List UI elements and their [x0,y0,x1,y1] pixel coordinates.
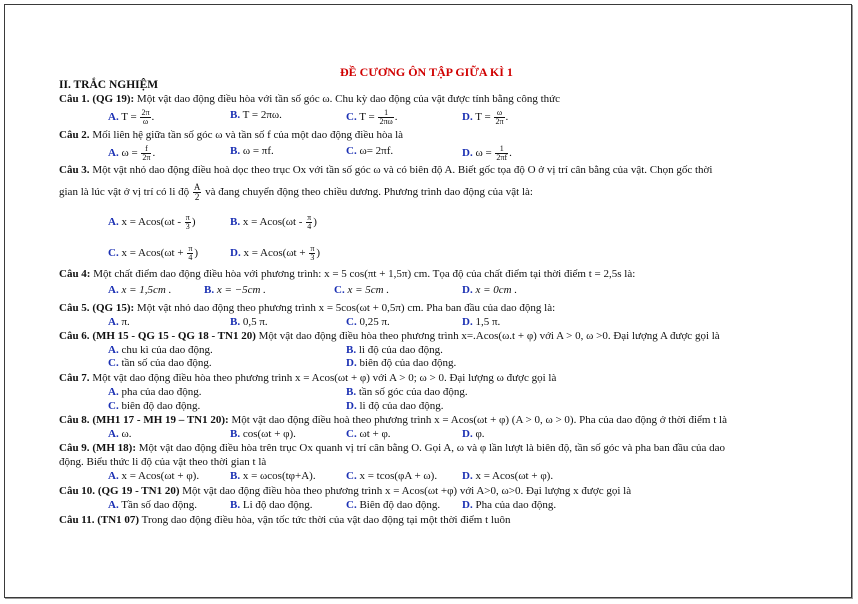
fraction-den: 3 [185,222,190,231]
q9-option-b [230,470,316,483]
option-text: x = Acos(ωt + [118,247,187,260]
question-5 [59,302,555,315]
option-text: Biên độ dao động. [356,499,441,511]
option-letter: A. [108,344,119,356]
fraction-den: ω [142,117,149,126]
fraction-num: 1 [378,109,393,118]
option-letter: D. [462,111,473,124]
question-number: Câu 6. [59,330,90,342]
fraction [185,214,191,231]
q9-option-d [462,470,553,483]
option-text: φ. [472,428,485,440]
question-source: (QG 19 - TN1 20) [97,485,180,497]
q7-option-b [346,386,468,399]
option-text: 1,5 π. [472,316,501,328]
option-letter: A. [108,386,119,398]
q5-option-a [108,316,130,329]
option-text-end: ) [316,247,321,260]
question-source: (QG 15): [92,302,135,314]
question-number: Câu 1. [59,93,90,105]
option-letter: A. [108,111,119,124]
q6-option-b [346,344,443,357]
option-text-end: . [151,111,155,124]
question-text: Một vật nhỏ dao động điều hoà dọc theo trục Ox với tần số góc ω và có biên độ A. Biết gốc tọa độ O ở vị trí cân bằng của vật. Chọn gốc thời [89,164,713,176]
question-number: Câu 2. [59,129,90,141]
q7-option-c [108,400,200,413]
question-number: Câu 9. [59,442,90,454]
option-letter: D. [462,147,473,160]
q10-option-d [462,499,556,512]
q5-option-d [462,316,500,329]
fraction-den: 3 [310,253,315,262]
option-text: biên độ dao động. [118,400,201,412]
option-text: x = tcos(φA + ω). [356,470,438,482]
question-9-line-2: động. Biểu thức li độ của vật theo thời gian t là [59,456,267,468]
question-text: gian là lúc vật ở vị trí có li độ [59,186,192,199]
q3-option-c [108,245,198,262]
option-letter: B. [230,316,241,328]
option-letter: C. [346,499,357,511]
option-text: x = 1,5cm . [118,284,172,296]
option-letter: C. [346,111,357,124]
question-3 [59,164,712,177]
option-letter: D. [462,499,473,511]
q4-option-d [462,284,517,297]
option-letter: B. [346,386,357,398]
option-letter: A. [108,470,119,482]
option-letter: C. [346,316,357,328]
q2-option-d [462,145,512,162]
option-text: x = Acos(ωt + [240,247,309,260]
q10-option-a [108,499,197,512]
option-text-end: . [505,111,509,124]
q1-option-b [230,109,282,122]
fraction-num: A [193,182,201,192]
option-text: 0,25 π. [356,316,390,328]
fraction-den: 2π [495,117,504,126]
fraction [141,145,151,162]
option-text: x = Acos(ωt - [240,216,306,229]
option-text: tần số góc của dao động. [356,386,468,398]
option-text: T = 2πω. [240,109,282,121]
q3-option-d [230,245,320,262]
q5-option-c [346,316,390,329]
question-number: Câu 3. [59,164,90,176]
option-text: ωt + φ. [356,428,391,440]
question-4 [59,268,635,281]
option-letter: D. [230,247,241,260]
question-3-line-2 [59,183,533,202]
question-10 [59,485,631,498]
q2-option-b [230,145,274,158]
question-number: Câu 8. [59,414,90,426]
option-letter: A. [108,216,119,229]
question-text: Mối liên hệ giữa tần số góc ω và tần số f của một dao động điều hòa là [89,129,404,141]
option-letter: B. [346,344,357,356]
option-text: T = [472,111,494,124]
option-letter: B. [230,216,241,229]
q1-option-a [108,109,154,126]
option-letter: B. [204,284,215,296]
question-source: (QG 19): [92,93,135,105]
option-text: π. [118,316,130,328]
section-heading: II. TRẮC NGHIỆM [59,79,159,91]
question-text: Một vật dao động điều hòa với tần số góc ω. Chu kỳ dao động của vật được tính bằng công thức [134,93,560,105]
option-letter: B. [230,470,241,482]
q4-option-a [108,284,171,297]
question-source: (TN1 07) [97,514,140,526]
q6-option-c [108,357,212,370]
question-text: Trong dao động điều hòa, vận tốc tức thời của vật dao động tại một thời điểm t luôn [139,514,511,526]
fraction [187,245,193,262]
option-text: x = Acos(ωt + φ). [118,470,200,482]
option-letter: C. [108,357,119,369]
fraction-num: π [188,244,193,253]
fraction [193,183,202,202]
option-text-end: . [394,111,398,124]
document-title: ĐỀ CƯƠNG ÔN TẬP GIỮA KÌ 1 [340,65,513,79]
option-text: Tần số dao động. [118,499,198,511]
option-text: tần số của dao động. [118,357,212,369]
question-text: Một vật dao động điều hòa theo phương trình x=.Acos(ω.t + φ) với A > 0, ω >0. Đại lượng A được gọi là [255,330,720,342]
question-text: Một vật nhỏ dao động theo phương trình x = 5cos(ωt + 0,5π) cm. Pha ban đầu của dao động là: [134,302,556,314]
option-text: Li độ dao động. [240,499,313,511]
q1-option-d [462,109,508,126]
question-text: Một vật dao động điều hòa trên trục Ox quanh vị trí cân bằng O. Gọi A, ω và φ lần lượt là biên độ, tần số góc và pha ban đầu của dao [136,442,725,454]
option-text: li độ của dao động. [356,400,444,412]
question-text: và đang chuyển động theo chiều dương. Phương trình dao động của vật là: [202,186,533,199]
fraction-num: π [185,213,190,222]
fraction-num: π [307,213,312,222]
option-letter: D. [462,284,473,296]
option-text: ω= 2πf. [356,145,394,157]
fraction-den: 2πf [496,153,508,162]
question-11 [59,514,510,527]
fraction-den: 4 [307,222,312,231]
question-source: (MH 15 - QG 15 - QG 18 - TN1 20) [92,330,256,342]
option-letter: D. [462,428,473,440]
q10-option-c [346,499,440,512]
fraction-num: 2π [141,108,150,117]
option-letter: C. [346,145,357,157]
q5-option-b [230,316,268,329]
option-text: ω = πf. [240,145,274,157]
question-text: Một vật dao động điều hòa theo phương trình x = Acos(ωt +φ) với A>0, ω>0. Đại lượng x được gọi là [179,485,632,497]
fraction-num: 1 [495,145,508,154]
question-number: Câu 11. [59,514,95,526]
fraction [495,145,508,162]
q8-option-b [230,428,296,441]
option-letter: C. [334,284,345,296]
question-source: (MH 18): [92,442,136,454]
question-9 [59,442,725,455]
option-letter: C. [108,400,119,412]
option-text: ω. [118,428,132,440]
option-letter: C. [346,428,357,440]
option-text: chu kì của dao động. [118,344,213,356]
q10-option-b [230,499,313,512]
question-source: (MH1 17 - MH 19 – TN1 20): [92,414,229,426]
option-text: x = Acos(ωt + φ). [472,470,554,482]
option-text: li độ của dao động. [356,344,443,356]
q4-option-b [204,284,266,297]
option-text: Pha của dao động. [472,499,557,511]
option-letter: C. [108,247,119,260]
option-letter: A. [108,147,119,160]
option-text: T = [356,111,378,124]
fraction-den: 4 [188,253,193,262]
q8-option-d [462,428,485,441]
q8-option-c [346,428,391,441]
option-letter: A. [108,428,119,440]
q2-option-c [346,145,393,158]
question-1 [59,93,560,106]
option-text: pha của dao động. [118,386,202,398]
fraction-num: f [141,145,151,154]
fraction-num: π [310,244,315,253]
q9-option-a [108,470,199,483]
q2-option-a [108,145,155,162]
question-number: Câu 5. [59,302,90,314]
option-letter: C. [346,470,357,482]
question-8 [59,414,727,427]
q6-option-d [346,357,456,370]
option-letter: A. [108,499,119,511]
question-number: Câu 10. [59,485,96,497]
fraction-num: ω [494,109,504,118]
option-letter: D. [346,400,357,412]
question-2 [59,129,403,142]
q8-option-a [108,428,131,441]
option-text: x = ωcos(tφ+A). [240,470,316,482]
fraction [306,214,312,231]
option-letter: D. [462,316,473,328]
q3-option-a [108,214,196,231]
option-text: x = −5cm . [214,284,266,296]
option-text: 0,5 π. [240,316,268,328]
option-text: ω = [472,147,495,160]
q7-option-a [108,386,201,399]
option-text-end: . [152,147,156,160]
option-letter: A. [108,284,119,296]
fraction-den: 2 [194,192,200,202]
q6-option-a [108,344,213,357]
option-letter: D. [346,357,357,369]
option-text: cos(ωt + φ). [240,428,296,440]
fraction-den: 2πω [379,117,393,126]
q1-option-c [346,109,398,126]
question-number: Câu 4: [59,268,91,280]
question-text: Một chất điểm dao động điều hòa với phương trình: x = 5 cos(πt + 1,5π) cm. Tọa độ của chất điểm tại thời điểm t = 2,5s là: [90,268,636,280]
q4-option-c [334,284,389,297]
question-7 [59,372,556,385]
question-text: Một vật dao động điều hòa theo phương trình x = Acos(ωt + φ) với A > 0; ω > 0. Đại lượng ω được gọi là [89,372,557,384]
option-text: ω = [118,147,141,160]
question-6 [59,330,720,343]
option-letter: B. [230,428,241,440]
option-text: biên độ của dao động. [356,357,457,369]
question-text: Một vật dao động điều hoà theo phương trình x = Acos(ωt + φ) (A > 0, ω > 0). Pha của dao động ở thời điểm t là [228,414,727,426]
option-text-end: ) [191,216,196,229]
q9-option-c [346,470,437,483]
option-text: x = 0cm . [472,284,518,296]
question-number: Câu 7. [59,372,90,384]
fraction [140,109,150,126]
option-text: x = Acos(ωt - [118,216,184,229]
option-letter: A. [108,316,119,328]
fraction [309,245,315,262]
option-text: x = 5cm . [344,284,390,296]
q7-option-d [346,400,443,413]
option-letter: B. [230,499,241,511]
option-text-end: ) [194,247,199,260]
option-text: T = [118,111,140,124]
fraction-den: 2π [142,153,151,162]
fraction [378,109,393,126]
option-letter: B. [230,145,241,157]
fraction [494,109,504,126]
option-text-end: ) [313,216,317,229]
option-text-end: . [509,147,512,160]
q3-option-b [230,214,317,231]
option-letter: B. [230,109,241,121]
option-letter: D. [462,470,473,482]
